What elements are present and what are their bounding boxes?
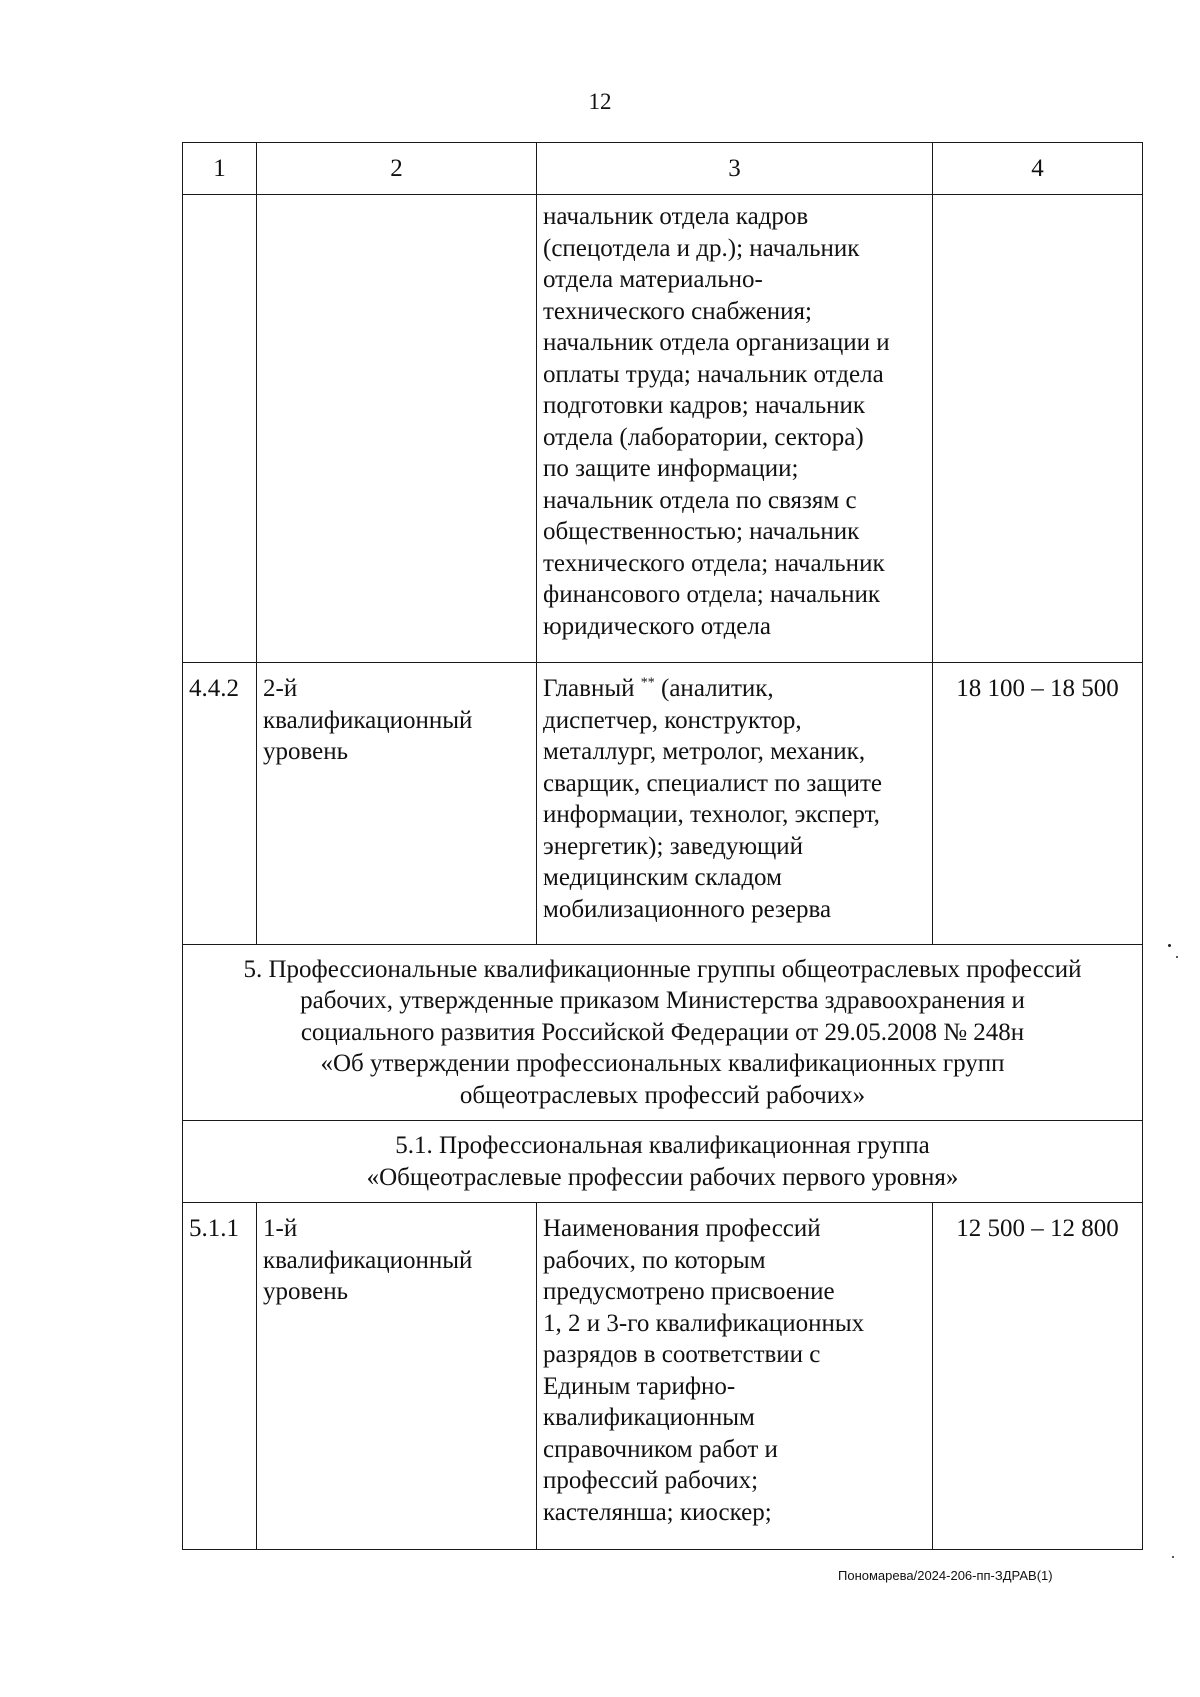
scan-speck [1168,944,1171,947]
text-line: отдела (лаборатории, сектора) [543,423,864,451]
text-line: мобилизационного резерва [543,895,832,923]
cell-salary-empty [933,195,1143,663]
text-line: справочником работ и [543,1435,778,1463]
text-line [543,673,926,705]
text-line: Единым тарифно- [543,1372,736,1400]
cell-code: 4.4.2 [183,663,257,945]
section-heading-row-5 [183,945,1143,1121]
text-line: 1, 2 и 3-го квалификационных [543,1309,865,1337]
text-line: финансового отдела; начальник [543,581,881,608]
position-first-line-rest: (аналитик, [654,675,774,702]
text-line: подготовки кадров; начальник [543,392,866,419]
table-row-5-1-1 [183,1203,1143,1550]
text-line: общественностью; начальник [543,518,860,545]
text-line: технического снабжения; [543,297,813,325]
section-heading-5-1 [183,1121,1143,1203]
text-line: медицинским складом [543,864,782,891]
text-line: профессий рабочих; [543,1467,759,1494]
section-heading-row-5-1 [183,1121,1143,1203]
scan-speck [1176,956,1178,958]
text-line: информации, технолог, эксперт, [543,801,880,828]
text-line: «Об утверждении профессиональных квалификационных групп [320,1050,1005,1078]
page-number: 12 [588,89,612,114]
footnote-marker: ** [640,675,655,691]
scan-speck [1172,1556,1174,1558]
text-line: юридического отдела [543,612,771,640]
text-line: 5.1. Профессиональная квалификационная группа [395,1132,930,1159]
salary-table [182,142,1143,1550]
cell-salary-range: 12 500 – 12 800 [933,1203,1143,1550]
header-cell-2: 2 [257,143,537,195]
text-line: «Общеотраслевые профессии рабочих первого уровня» [366,1163,959,1191]
cell-code: 5.1.1 [183,1203,257,1550]
table-row-4-4-2 [183,663,1143,945]
header-cell-3: 3 [537,143,933,195]
text-line: кастелянша; киоскер; [543,1498,772,1526]
text-line: технического отдела; начальник [543,549,885,577]
text-line: квалификационным [543,1404,755,1431]
text-line: диспетчер, конструктор, [543,706,802,734]
cell-salary-range: 18 100 – 18 500 [933,663,1143,945]
cell-positions [537,1203,933,1550]
header-cell-4: 4 [933,143,1143,195]
text-line: начальник отдела кадров [543,203,809,230]
table-row-continued [183,195,1143,663]
position-head-word: Главный [543,675,635,702]
text-line: рабочих, утвержденные приказом Министерства здравоохранения и [300,987,1025,1015]
cell-code-empty [183,195,257,663]
cell-positions [537,663,933,945]
section-heading-5 [183,945,1143,1121]
header-cell-1: 1 [183,143,257,195]
text-line: Наименования профессий [543,1215,821,1242]
text-line: начальник отдела организации и [543,329,890,356]
text-line: рабочих, по которым [543,1246,766,1274]
text-line: предусмотрено присвоение [543,1278,835,1305]
cell-positions-continued [537,195,933,663]
text-line: 5. Профессиональные квалификационные группы общеотраслевых профессий [243,955,1082,983]
text-line: общеотраслевых профессий рабочих» [459,1081,866,1109]
text-line: отдела материально- [543,266,763,293]
text-line: разрядов в соответствии с [543,1341,821,1368]
document-footer: Пономарева/2024-206-пп-ЗДРАВ(1) [838,1568,1053,1583]
text-line: социального развития Российской Федерации от 29.05.2008 № 248н [300,1018,1025,1046]
text-line: сварщик, специалист по защите [543,769,882,797]
text-line: начальник отдела по связям с [543,486,857,514]
cell-qualification-level: 1-й квалификационный уровень [257,1203,537,1550]
text-line: (спецотдела и др.); начальник [543,234,860,262]
table-header-row [183,143,1143,195]
text-line: оплаты труда; начальник отдела [543,360,884,388]
text-line: энергетик); заведующий [543,832,803,860]
text-line: по защите информации; [543,455,799,482]
text-line: металлург, метролог, механик, [543,738,866,765]
cell-level-empty [257,195,537,663]
cell-qualification-level: 2-й квалификационный уровень [257,663,537,945]
